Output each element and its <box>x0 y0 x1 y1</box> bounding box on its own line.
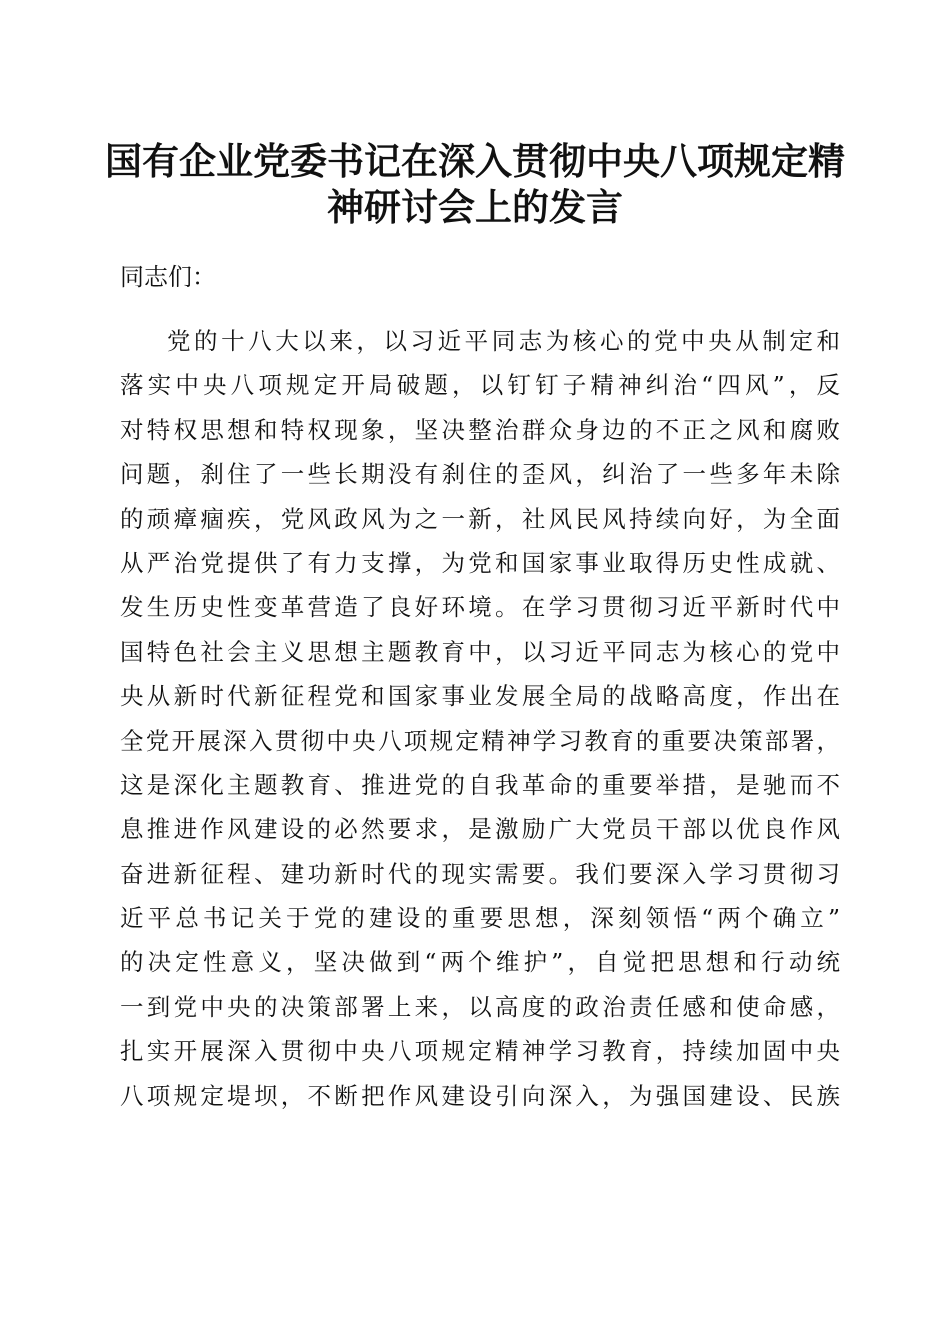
paragraph-line: 全党开展深入贯彻中央八项规定精神学习教育的重要决策部署， <box>120 726 840 755</box>
paragraph-line: 这是深化主题教育、推进党的自我革命的重要举措，是驰而不 <box>120 770 840 799</box>
salutation: 同志们： <box>120 263 216 291</box>
paragraph-line: 的顽瘴痼疾，党风政风为之一新，社风民风持续向好，为全面 <box>120 504 840 533</box>
paragraph-line: 从严治党提供了有力支撑，为党和国家事业取得历史性成就、 <box>120 548 840 577</box>
paragraph-line: 的决定性意义，坚决做到“两个维护”，自觉把思想和行动统 <box>120 948 840 977</box>
paragraph-line: 对特权思想和特权现象，坚决整治群众身边的不正之风和腐败 <box>120 415 840 444</box>
paragraph-line: 落实中央八项规定开局破题，以钉钉子精神纠治“四风”，反 <box>120 371 840 400</box>
paragraph-line: 一到党中央的决策部署上来，以高度的政治责任感和使命感， <box>120 992 840 1021</box>
paragraph-line: 问题，刹住了一些长期没有刹住的歪风，纠治了一些多年未除 <box>120 460 840 489</box>
paragraph-line: 奋进新征程、建功新时代的现实需要。我们要深入学习贯彻习 <box>120 859 840 888</box>
paragraph-line: 央从新时代新征程党和国家事业发展全局的战略高度，作出在 <box>120 682 840 711</box>
paragraph-line: 国特色社会主义思想主题教育中，以习近平同志为核心的党中 <box>120 637 840 666</box>
paragraph-line: 扎实开展深入贯彻中央八项规定精神学习教育，持续加固中央 <box>120 1037 840 1066</box>
title-line: 神研讨会上的发言 <box>327 185 623 229</box>
paragraph-line: 发生历史性变革营造了良好环境。在学习贯彻习近平新时代中 <box>120 593 840 622</box>
body-paragraph <box>120 319 840 1118</box>
document-title <box>100 138 850 230</box>
paragraph-line: 八项规定堤坝，不断把作风建设引向深入，为强国建设、民族 <box>120 1081 840 1110</box>
paragraph-line: 党的十八大以来，以习近平同志为核心的党中央从制定和 <box>167 327 840 355</box>
paragraph-line: 息推进作风建设的必然要求，是激励广大党员干部以优良作风 <box>120 815 840 844</box>
title-line: 国有企业党委书记在深入贯彻中央八项规定精 <box>105 139 845 183</box>
paragraph-line: 近平总书记关于党的建设的重要思想，深刻领悟“两个确立” <box>120 904 840 933</box>
